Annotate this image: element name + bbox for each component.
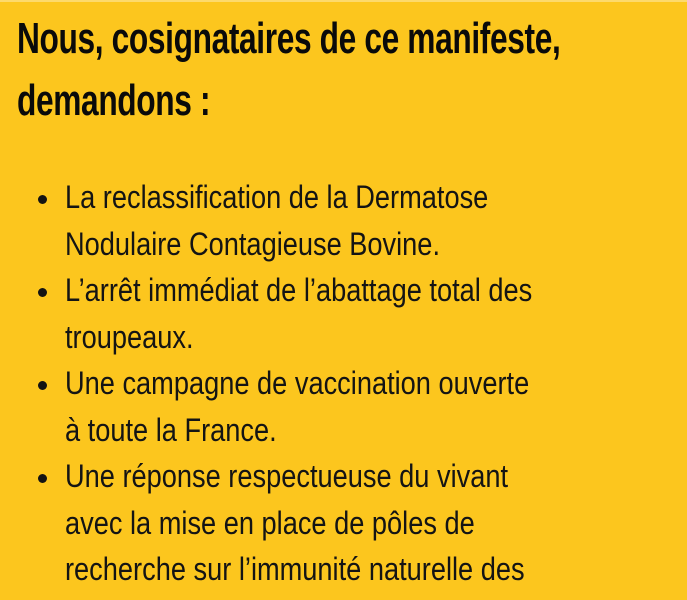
demand-text [65, 267, 615, 360]
demand-text [65, 174, 563, 267]
demand-line: avec la mise en place de pôles de [65, 504, 475, 541]
bullet-icon [38, 195, 47, 204]
demand-line: à toute la France. [65, 411, 277, 448]
demand-line: L’arrêt immédiat de l’abattage total des [65, 272, 533, 308]
heading-line-2: demandons : [17, 76, 211, 125]
demand-item-reponse-respectueuse [0, 453, 687, 593]
top-edge-highlight [0, 0, 687, 2]
demand-item-reclassification [0, 174, 687, 267]
demand-line: Une campagne de vaccination ouverte [65, 365, 530, 401]
demand-text [65, 360, 611, 453]
demand-line: recherche sur l’immunité naturelle des [65, 551, 525, 587]
bullet-icon [38, 288, 47, 297]
demand-item-vaccination [0, 360, 687, 453]
heading-line-1: Nous, cosignataires de ce manifeste, [17, 14, 561, 63]
demand-line: Une réponse respectueuse du vivant [65, 458, 509, 494]
demand-line: troupeaux. [65, 318, 194, 355]
demands-list [0, 174, 687, 593]
demand-text [65, 453, 606, 593]
demand-item-arret-abattage [0, 267, 687, 360]
bullet-icon [38, 474, 47, 483]
demand-line: Nodulaire Contagieuse Bovine. [65, 225, 440, 262]
demand-line: La reclassification de la Dermatose [65, 179, 489, 215]
bullet-icon [38, 381, 47, 390]
manifesto-heading [0, 0, 687, 132]
